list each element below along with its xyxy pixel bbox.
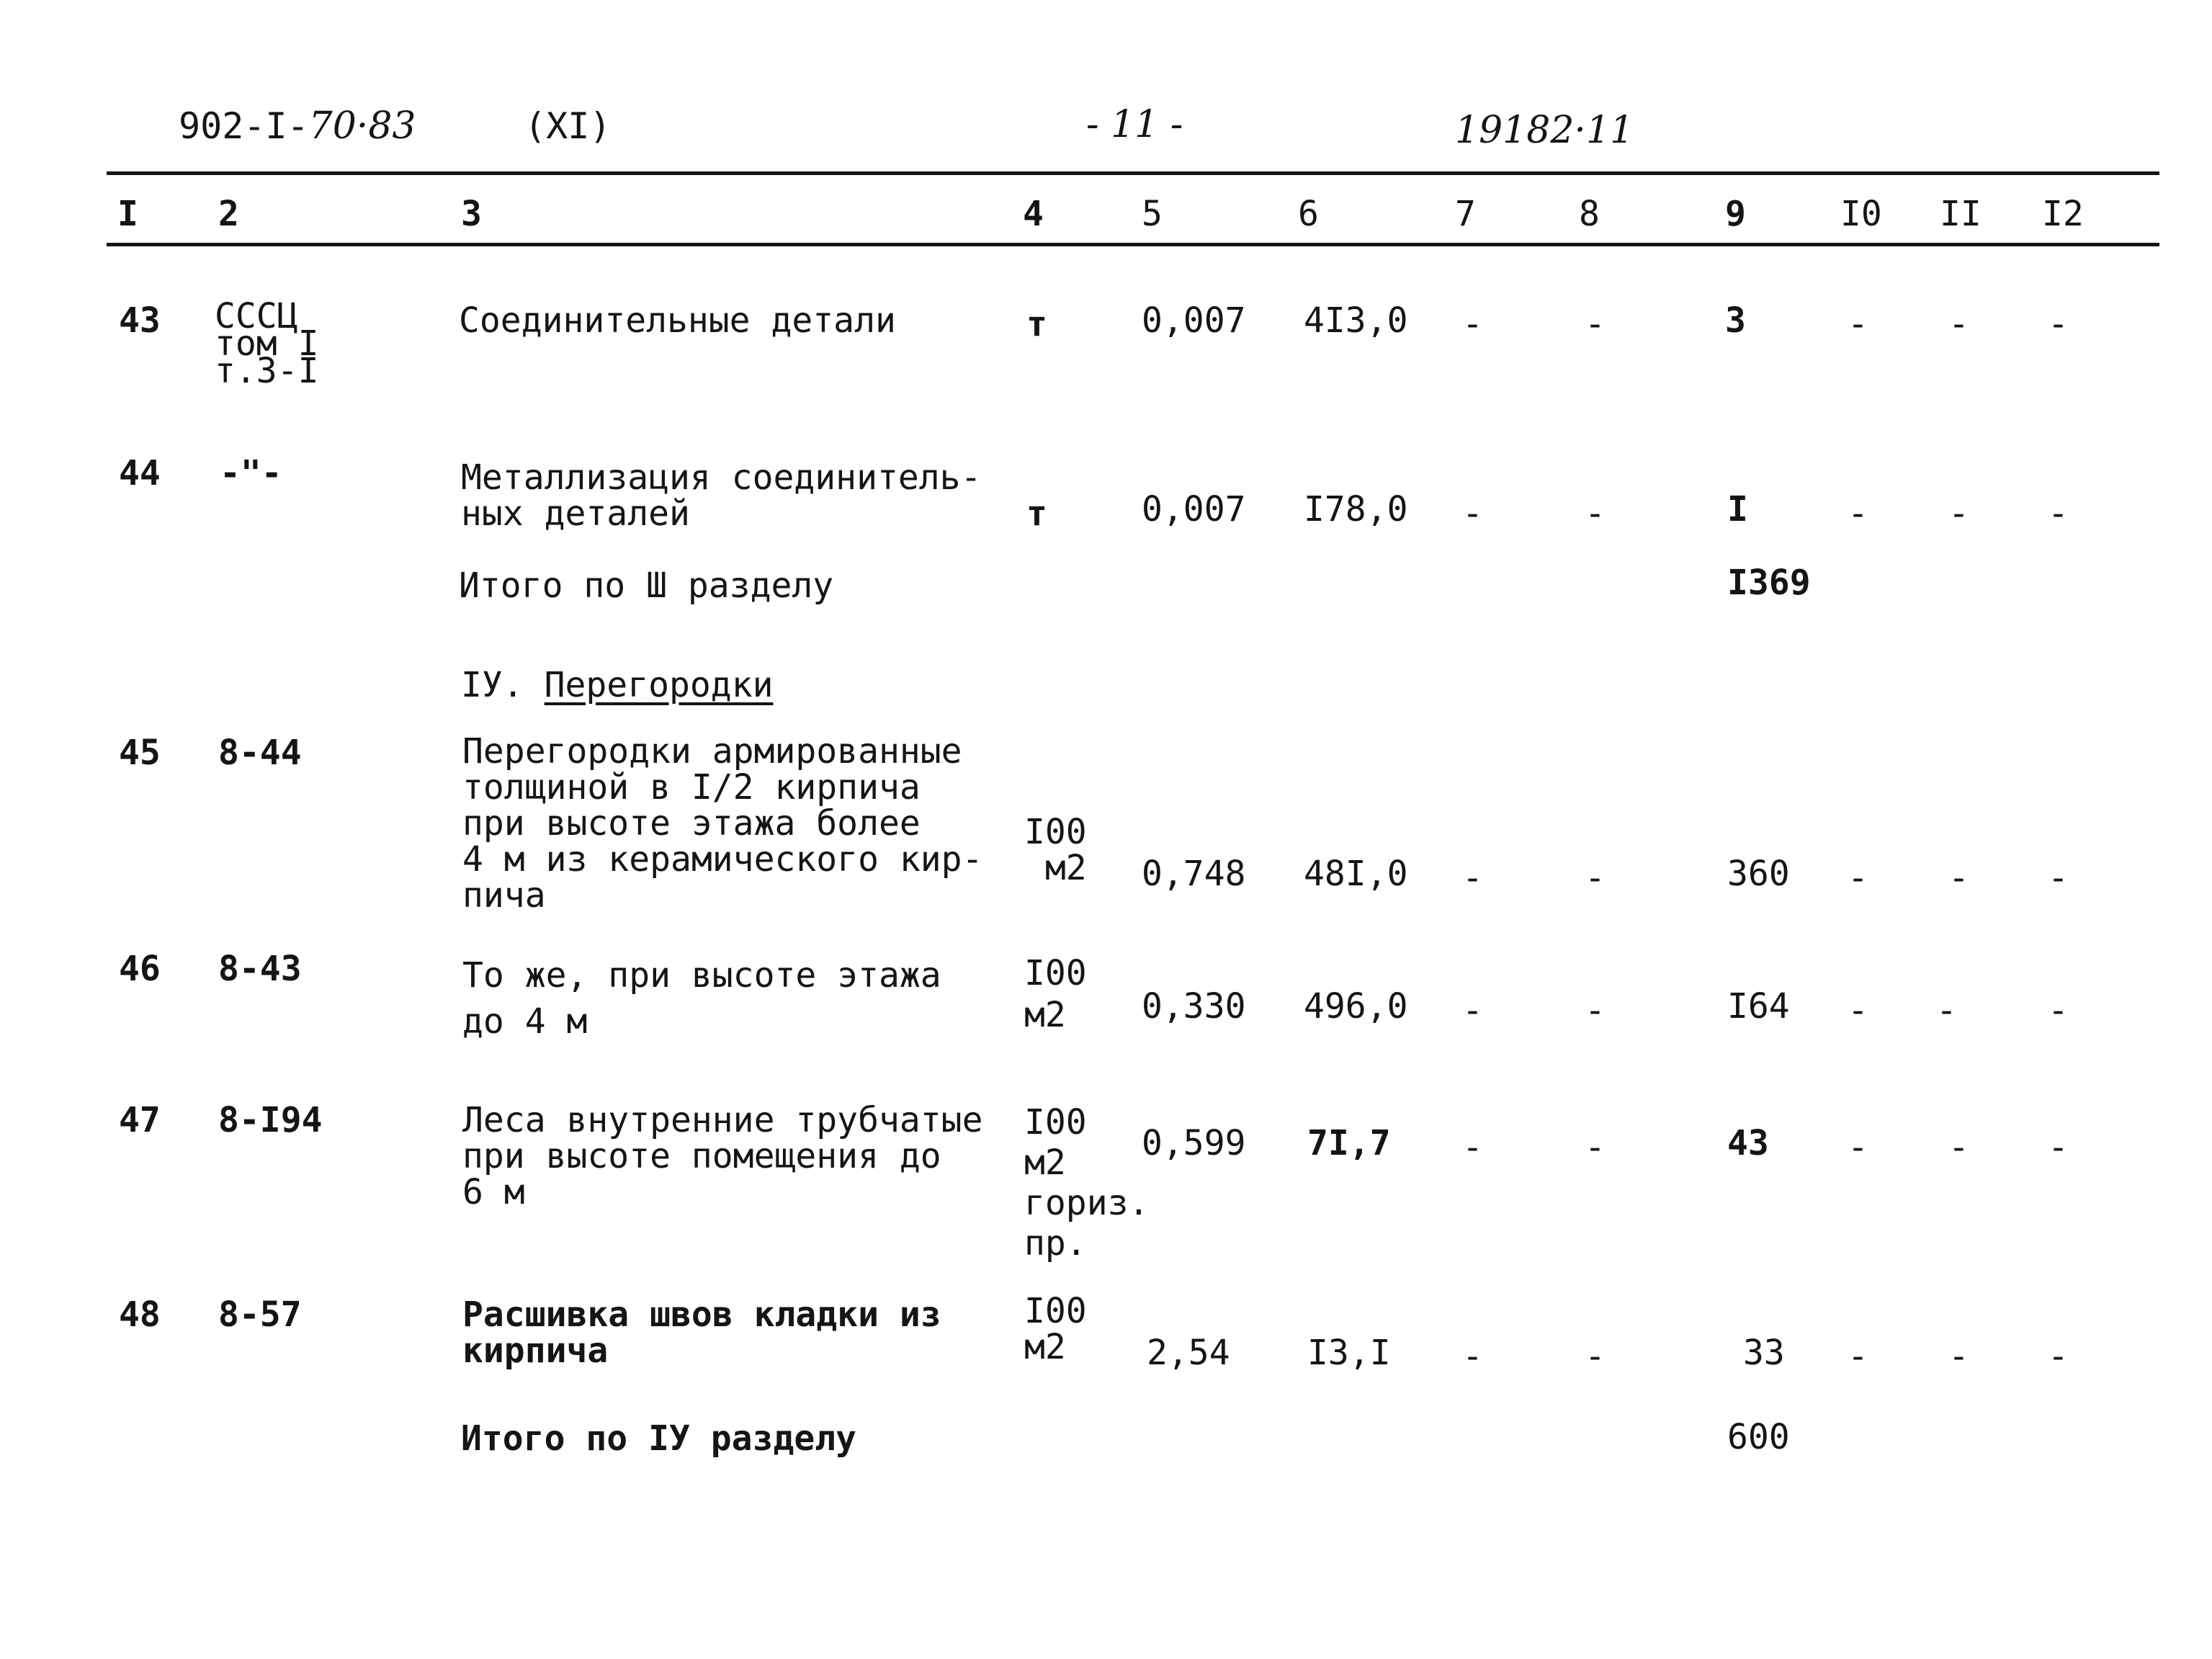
price-cell: 7I,7	[1307, 1123, 1391, 1163]
column-header: II	[1940, 194, 1982, 234]
col12-cell: -	[2048, 1336, 2069, 1377]
page-number: - 11 -	[1086, 103, 1183, 146]
col7-cell: -	[1462, 858, 1483, 898]
row-number: 45	[119, 733, 161, 773]
row-number: 44	[119, 453, 161, 493]
col7-cell: -	[1462, 304, 1483, 344]
section-number: (XI)	[524, 105, 612, 147]
row-number: 47	[119, 1100, 161, 1140]
col9-cell: I64	[1727, 986, 1790, 1027]
unit-cell: т	[1026, 493, 1047, 534]
document-code	[179, 104, 416, 148]
col8-cell: -	[1585, 858, 1606, 898]
price-cell: 48I,0	[1304, 854, 1408, 894]
col12-cell: -	[2048, 1127, 2069, 1168]
col11-cell: -	[1948, 493, 1969, 534]
col8-cell: -	[1585, 493, 1606, 534]
description-cell: То же, при высоте этажа до 4 м	[462, 955, 941, 1042]
description-cell: Соединительные детали	[459, 300, 896, 341]
section-heading-number: IУ.	[461, 665, 524, 705]
description-cell: Леса внутренние трубчатые при высоте помещения до 6 м	[462, 1100, 983, 1212]
col11-cell: -	[1948, 1336, 1969, 1377]
col9-cell: I	[1727, 489, 1748, 529]
column-header: 6	[1298, 194, 1319, 234]
column-header: 4	[1023, 194, 1044, 234]
column-header: 7	[1455, 194, 1476, 234]
unit-cell: I00 м2	[1024, 1291, 1087, 1367]
quantity-cell: 0,007	[1142, 489, 1246, 529]
quantity-cell: 0,007	[1142, 300, 1246, 341]
col8-cell: -	[1585, 991, 1606, 1031]
document-code-handwritten: 70·83	[308, 104, 416, 148]
col7-cell: -	[1462, 1127, 1483, 1168]
quantity-cell: 0,748	[1142, 854, 1246, 894]
code-cell: СССЦ том I т.3-I	[215, 296, 319, 391]
code-cell: 8-I94	[218, 1100, 323, 1140]
col12-cell: -	[2048, 493, 2069, 534]
section-heading-title: Перегородки	[544, 665, 774, 705]
description-cell: Расшивка швов кладки из кирпича	[462, 1294, 941, 1371]
col10-cell: -	[1848, 991, 1868, 1031]
price-cell: 4I3,0	[1304, 300, 1408, 341]
section-total-value: 600	[1727, 1417, 1790, 1457]
col7-cell: -	[1462, 991, 1483, 1031]
code-cell: 8-57	[218, 1294, 302, 1335]
col11-cell: -	[1936, 991, 1957, 1031]
col9-cell: 360	[1727, 854, 1790, 894]
row-number: 43	[119, 300, 161, 341]
col9-cell: 33	[1743, 1333, 1785, 1373]
column-header: 2	[218, 194, 239, 234]
row-number: 46	[119, 949, 161, 989]
code-cell: -"-	[220, 453, 282, 493]
col7-cell: -	[1462, 1336, 1483, 1377]
col12-cell: -	[2048, 304, 2069, 344]
column-header: 9	[1725, 194, 1746, 234]
code-cell: 8-43	[218, 949, 302, 989]
col7-cell: -	[1462, 493, 1483, 534]
col12-cell: -	[2048, 991, 2069, 1031]
col10-cell: -	[1848, 1127, 1868, 1168]
col8-cell: -	[1585, 1336, 1606, 1377]
description-cell: Перегородки армированные толщиной в I/2 кирпича при высоте этажа более 4 м из керамического кир- пича	[462, 731, 983, 916]
quantity-cell: 2,54	[1147, 1333, 1230, 1373]
col10-cell: -	[1848, 304, 1868, 344]
price-cell: I3,I	[1307, 1333, 1391, 1373]
section-total-value: I369	[1727, 563, 1811, 603]
column-header: I	[117, 194, 138, 234]
column-header: I0	[1840, 194, 1882, 234]
col8-cell: -	[1585, 1127, 1606, 1168]
col10-cell: -	[1848, 858, 1868, 898]
col10-cell: -	[1848, 493, 1868, 534]
table-header-rule	[107, 243, 2159, 246]
price-cell: I78,0	[1304, 489, 1408, 529]
section-total-label: Итого по Ш разделу	[459, 565, 834, 606]
col11-cell: -	[1948, 858, 1969, 898]
table-top-rule	[107, 171, 2159, 175]
row-number: 48	[119, 1294, 161, 1335]
unit-cell: т	[1026, 304, 1047, 344]
unit-cell: I00 м2 гориз. пр.	[1024, 1102, 1150, 1264]
section-heading	[461, 667, 774, 703]
description-cell: Металлизация соединитель- ных деталей	[461, 457, 982, 534]
column-header: I2	[2042, 194, 2084, 234]
col12-cell: -	[2048, 858, 2069, 898]
column-header: 3	[461, 194, 482, 234]
col8-cell: -	[1585, 304, 1606, 344]
col11-cell: -	[1948, 304, 1969, 344]
section-total-label: Итого по IУ разделу	[461, 1418, 857, 1459]
code-cell: 8-44	[218, 733, 302, 773]
handwritten-reference: 19182·11	[1455, 109, 1634, 152]
unit-cell: I00 м2	[1024, 953, 1087, 1035]
col10-cell: -	[1848, 1336, 1868, 1377]
unit-cell: I00 м2	[1024, 812, 1087, 888]
quantity-cell: 0,330	[1142, 986, 1246, 1027]
price-cell: 496,0	[1304, 986, 1408, 1027]
document-code-printed: 902-I-	[179, 105, 309, 147]
col9-cell: 43	[1727, 1123, 1769, 1163]
col9-cell: 3	[1725, 300, 1746, 341]
column-header: 5	[1142, 194, 1163, 234]
col11-cell: -	[1948, 1127, 1969, 1168]
column-header: 8	[1579, 194, 1600, 234]
quantity-cell: 0,599	[1142, 1123, 1246, 1163]
